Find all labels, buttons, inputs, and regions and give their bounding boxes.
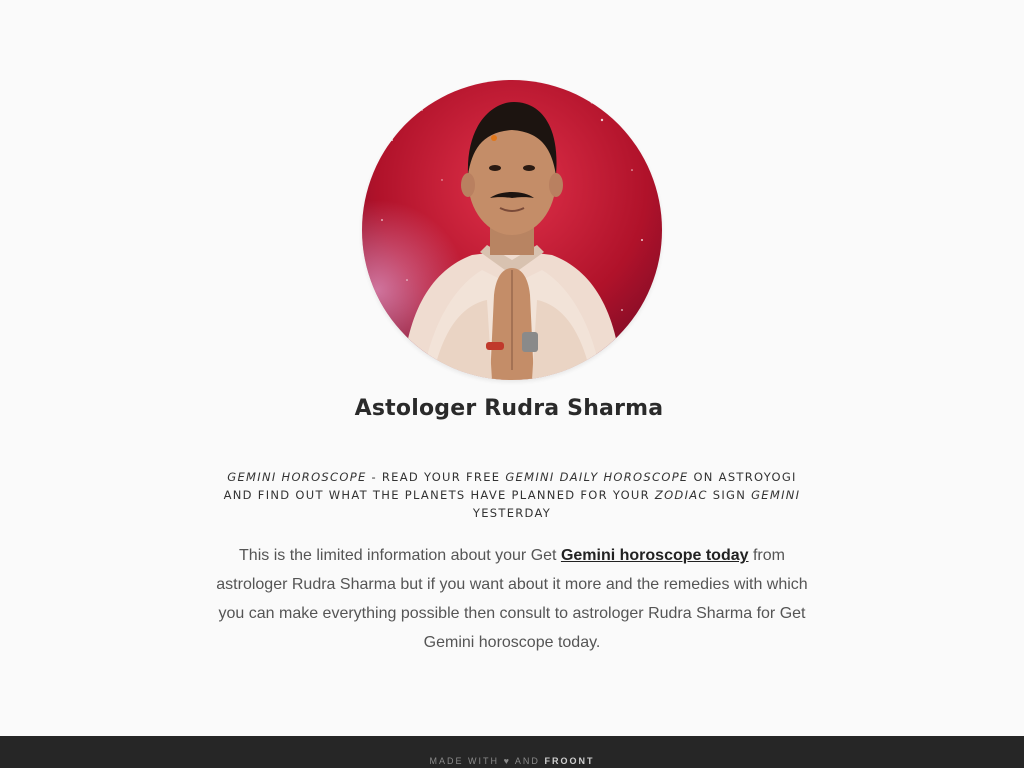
froont-link[interactable]: FROONT bbox=[544, 756, 595, 766]
gemini-horoscope-today-link[interactable]: Gemini horoscope today bbox=[560, 547, 749, 564]
tagline-text: ON ASTROYOGI AND FIND OUT WHAT THE PLANETS HAVE PLANNED FOR YOUR bbox=[223, 470, 797, 502]
tagline-zodiac: ZODIAC bbox=[654, 488, 708, 502]
tagline-text: SIGN bbox=[707, 488, 752, 502]
tagline-gemini-horoscope: GEMINI HOROSCOPE bbox=[227, 470, 367, 484]
description-text: from astrologer Rudra Sharma but if you want about it more and the remedies with which you can make everything possible then consult to astrologer Rudra Sharma for Get Gemini horoscope today. bbox=[216, 547, 808, 651]
footer-credit bbox=[430, 756, 595, 766]
footer-made-with: MADE WITH bbox=[429, 756, 500, 766]
footer bbox=[0, 736, 1024, 768]
astrologer-name: Astologer Rudra Sharma bbox=[354, 396, 664, 421]
astrologer-portrait-image bbox=[362, 80, 662, 380]
tagline-text: - READ YOUR FREE bbox=[366, 470, 506, 484]
tagline-gemini-daily: GEMINI DAILY HOROSCOPE bbox=[505, 470, 689, 484]
tagline-gemini: GEMINI bbox=[751, 488, 801, 502]
horoscope-tagline bbox=[220, 468, 804, 522]
tagline-text: YESTERDAY bbox=[472, 506, 552, 520]
footer-and: AND bbox=[514, 756, 540, 766]
description-text: This is the limited information about your Get bbox=[239, 547, 561, 564]
description bbox=[210, 541, 814, 657]
avatar bbox=[362, 80, 662, 380]
heart-icon: ♥ bbox=[503, 756, 511, 766]
